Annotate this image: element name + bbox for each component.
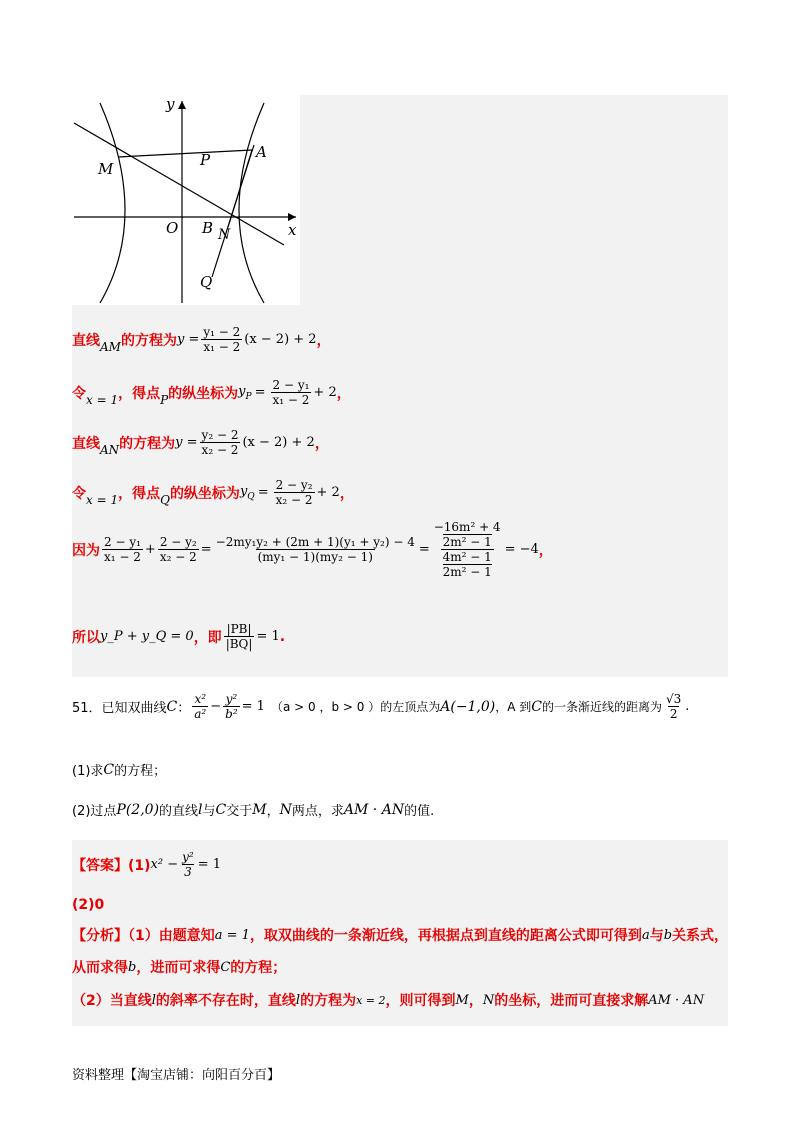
var-b: b	[663, 927, 673, 943]
curve-c: C	[220, 959, 231, 975]
big-frac-4-bottom	[441, 549, 494, 579]
x-eq-1: x = 1	[86, 492, 119, 507]
big-frac-4-top	[432, 520, 503, 549]
big-frac-2-den: x₂ − 2	[159, 550, 197, 564]
because-equation: 因为 $\frac{\text{2 − y₁}}{\text{x₁ − 2}}$ + $\frac{\text{2 − y₂}}{\text{x₂ − 2}}$ = $\frac{\text{−2my₁y₂ + (2m + 1)(y₁ + y₂) − 4}}{\text{(my₁ − 1)(my₂ − 1)}}$ = $\frac{\frac{\text{−16m² + 4}}{\text{2m² − 1}}}{\frac{\text{4m² − 1}}{\text{2m² − 1}}}$ = −4 ，	[72, 520, 553, 579]
hyp-frac-1	[192, 692, 208, 721]
var-b: b	[128, 959, 137, 975]
ratio-num: |PB|	[226, 622, 252, 636]
big-frac-3-den: (my₁ − 1)(my₂ − 1)	[257, 550, 373, 564]
big-frac-4-top-num: −16m² + 4	[433, 520, 501, 534]
frac-yq-num: 2 − y₂	[275, 478, 313, 492]
eq-lhs: y =	[176, 332, 200, 347]
comma: ，	[316, 332, 331, 349]
frac-an	[200, 428, 241, 457]
frac-am-num: y₁ − 2	[203, 325, 241, 339]
footer-source: 资料整理【淘宝店铺：向阳百分百】	[72, 1068, 281, 1083]
label-B: B	[202, 219, 214, 237]
problem-number: 51．已知双曲线	[72, 701, 167, 716]
frac-yp-den: x₁ − 2	[272, 393, 310, 407]
y-letter: y	[238, 383, 246, 399]
ratio-val: = 1	[256, 629, 280, 644]
curve-c: C	[531, 698, 542, 715]
analysis-p2-a: （2）当直线	[72, 993, 152, 1009]
condition: （a > 0 ，b > 0 ）的左顶点为	[270, 700, 441, 714]
label-y: y	[166, 95, 175, 113]
yp-line: 令 x = 1 ，得点 P 的纵坐标为 $y_P$ = $\frac{\text{2 − y₁}}{\text{x₁ − 2}}$ + 2 ，	[72, 378, 351, 407]
text-zhixian: 直线	[72, 435, 100, 452]
minus: −	[210, 699, 222, 714]
hyperbola-figure	[72, 95, 300, 305]
analysis-text-3: ，进而可求得	[136, 960, 221, 976]
big-frac-4-top-den: 2m² − 1	[442, 535, 492, 549]
text-get-point: ，得点	[118, 485, 161, 502]
y-letter: y	[239, 483, 248, 499]
line-am-equation	[72, 325, 331, 354]
q1-suffix: 的方程；	[114, 764, 167, 779]
big-frac-4-bot-den: 2m² − 1	[442, 565, 492, 579]
x-eq-2: x = 2	[356, 993, 386, 1007]
analysis-label: 【分析】（1）由题意知	[72, 928, 215, 944]
point-m: M	[252, 801, 267, 818]
analysis-p2-f: 的坐标，进而可直接求解	[494, 993, 649, 1009]
line-l: l	[198, 801, 203, 818]
big-frac-1-den: x₁ − 2	[104, 550, 141, 564]
frac-yq-den: x₂ − 2	[275, 493, 313, 507]
big-frac-2	[158, 535, 199, 564]
answer-num: y²	[182, 850, 194, 864]
comma: ，	[266, 804, 280, 819]
line-an-equation	[72, 428, 329, 457]
comma: ，	[468, 993, 483, 1009]
text-a-to: ，A 到	[495, 700, 532, 714]
analysis-3	[72, 990, 704, 1010]
eq-one: = 1	[241, 699, 265, 714]
text-so: 所以	[72, 629, 100, 646]
var-l: l	[295, 992, 301, 1008]
analysis-2	[72, 957, 286, 977]
answer-label: 【答案】(1)	[72, 857, 151, 874]
text-equation-is: 的方程为	[119, 435, 176, 452]
answer-eq-a: x² −	[150, 857, 179, 872]
var-am: AM	[100, 339, 121, 354]
frac-yp-num: 2 − y₁	[272, 378, 310, 392]
text-relation: 关系式，	[672, 928, 729, 944]
point-p: P	[160, 392, 169, 407]
hyp-num-1: x²	[194, 692, 207, 706]
label-M: M	[98, 160, 114, 178]
text-distance: 的一条渐近线的距离为	[541, 700, 662, 714]
label-Q: Q	[200, 273, 213, 291]
big-frac-3-num: −2my₁y₂ + (2m + 1)(y₁ + y₂) − 4	[215, 535, 415, 549]
yq-line: 令 x = 1 ，得点 Q 的纵坐标为 $y_Q$ = $\frac{\text{2 − y₂}}{\text{x₂ − 2}}$ + 2 ，	[72, 478, 354, 507]
analysis-p2-d: ，则可得到	[385, 993, 456, 1009]
curve-c: C	[215, 801, 227, 818]
text-and: 与	[649, 928, 664, 944]
curve-c: C	[166, 698, 178, 715]
big-frac-4	[432, 520, 503, 579]
point-q: Q	[160, 492, 170, 507]
frac-yq	[274, 478, 315, 507]
a-eq-1: a = 1	[214, 927, 250, 943]
point-n: N	[482, 992, 495, 1008]
text-because: 因为	[72, 542, 100, 559]
q2-text-line: 的直线	[159, 804, 199, 819]
colon: ：	[177, 701, 191, 716]
frac-yp	[271, 378, 312, 407]
plus-two: + 2	[313, 385, 337, 400]
yp-symbol	[238, 384, 251, 402]
q1-prefix: (1)求	[72, 764, 104, 779]
frac-am-den: x₁ − 2	[203, 340, 241, 354]
yq-symbol	[240, 484, 255, 502]
dist-num: √3	[666, 692, 682, 706]
q2-value: 的值.	[404, 804, 435, 819]
answer-2	[72, 897, 104, 913]
solution-background-top	[300, 95, 728, 310]
hyp-num-2: y²	[225, 692, 238, 706]
conclusion-line	[72, 622, 285, 651]
label-P: P	[200, 151, 211, 169]
big-frac-3	[214, 535, 417, 564]
text-ling: 令	[72, 485, 86, 502]
q2-two-points: 两点，求	[291, 804, 344, 819]
x-eq-1: x = 1	[86, 392, 119, 407]
sub-q: Q	[247, 491, 255, 502]
hyp-den-1: a²	[194, 707, 207, 721]
big-frac-4-bot-num: 4m² − 1	[442, 550, 492, 564]
eq-tail: (x − 2) + 2	[242, 435, 315, 450]
analysis-text-4: 的方程；	[230, 960, 287, 976]
comma: ，	[339, 485, 354, 502]
eq-tail: (x − 2) + 2	[244, 332, 317, 347]
text-ordinate: 的纵坐标为	[169, 485, 240, 502]
answer-1	[72, 850, 221, 879]
curve-c: C	[103, 761, 115, 778]
problem-51	[72, 692, 689, 721]
big-frac-1	[102, 535, 143, 564]
vector-product: AM · AN	[343, 801, 405, 818]
comma: ，	[314, 435, 329, 452]
var-l: l	[151, 992, 156, 1008]
frac-an-num: y₂ − 2	[201, 428, 239, 442]
q2-and: 与	[202, 804, 216, 819]
dist-den: 2	[669, 707, 678, 721]
q2-intersect: 交于	[226, 804, 253, 819]
text-zhixian: 直线	[72, 332, 100, 349]
big-result: = −4	[504, 542, 539, 557]
analysis-p2-c: 的方程为	[300, 993, 357, 1009]
answer-eq-b: = 1	[197, 857, 222, 872]
text-ie: ，即	[193, 629, 222, 646]
point-n: N	[279, 801, 292, 818]
text-ordinate: 的纵坐标为	[168, 385, 239, 402]
question-2	[72, 800, 434, 819]
point-a: A(−1,0)	[440, 698, 496, 715]
big-frac-1-num: 2 − y₁	[104, 535, 141, 549]
label-O: O	[166, 219, 179, 237]
vector-product: AM · AN	[648, 992, 705, 1008]
period: .	[279, 628, 286, 645]
label-N: N	[218, 227, 231, 243]
label-A: A	[256, 143, 267, 161]
period: .	[685, 699, 690, 714]
analysis-1	[72, 925, 728, 945]
point-m: M	[455, 992, 469, 1008]
point-p: P(2,0)	[116, 801, 160, 818]
var-a: a	[641, 927, 650, 943]
plus-two: + 2	[316, 485, 340, 500]
sum-eq: y_P + y_Q = 0	[100, 629, 194, 644]
ratio-den: |BQ|	[225, 637, 253, 651]
ratio-frac	[224, 622, 255, 651]
dist-frac	[664, 692, 683, 721]
hyp-den-2: b²	[225, 707, 238, 721]
hyp-frac-2	[223, 692, 240, 721]
eq-lhs: y =	[175, 435, 198, 450]
question-1	[72, 760, 166, 779]
comma: ，	[538, 542, 553, 559]
answer-frac	[180, 850, 196, 879]
analysis-text-1: ，取双曲线的一条渐近线，再根据点到直线的距离公式即可得到	[249, 928, 642, 944]
answer-den: 3	[184, 865, 192, 879]
text-equation-is: 的方程为	[120, 332, 177, 349]
comma: ，	[336, 385, 351, 402]
var-an: AN	[100, 442, 120, 457]
sub-p: P	[245, 391, 252, 402]
big-frac-2-num: 2 − y₂	[159, 535, 197, 549]
q2-prefix: (2)过点	[72, 804, 117, 819]
analysis-text-2: 从而求得	[72, 960, 128, 976]
frac-an-den: x₂ − 2	[201, 443, 239, 457]
analysis-p2-b: 的斜率不存在时，直线	[155, 993, 296, 1009]
answer-2-text: (2)0	[72, 897, 105, 913]
label-x: x	[288, 221, 297, 239]
text-ling: 令	[72, 385, 86, 402]
frac-am	[201, 325, 242, 354]
text-get-point: ，得点	[118, 385, 161, 402]
